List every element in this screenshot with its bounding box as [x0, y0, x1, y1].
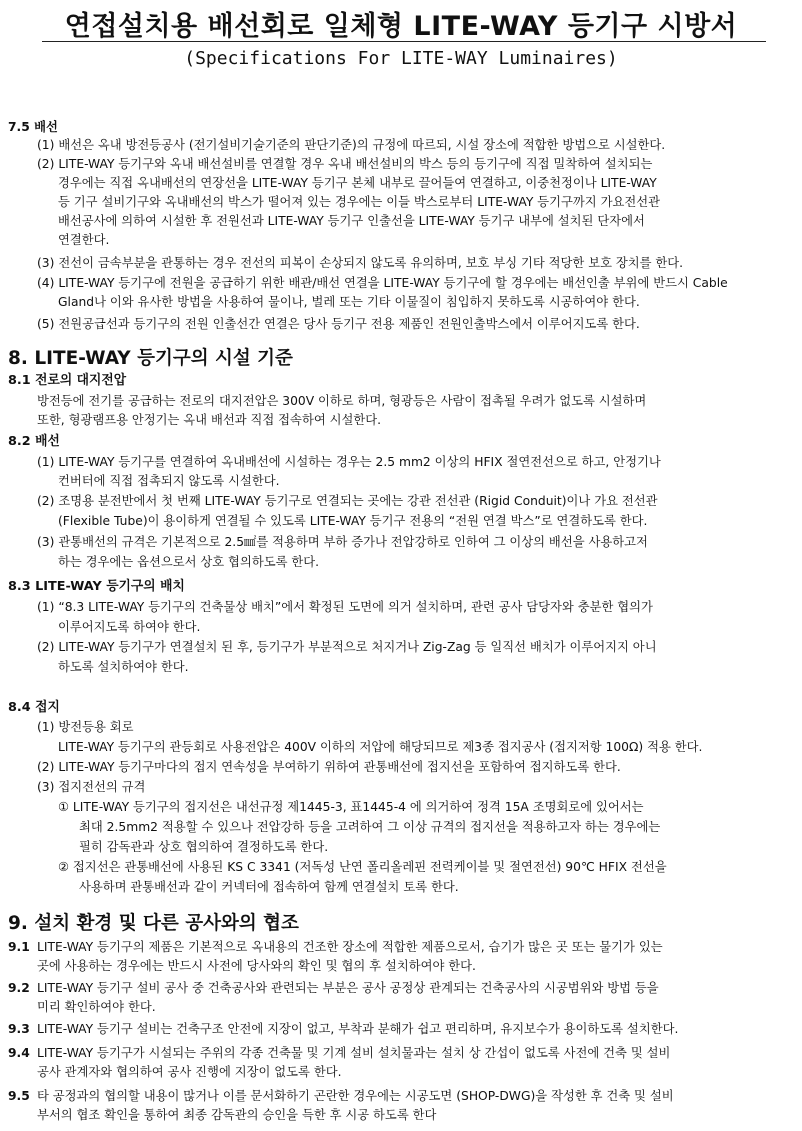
section-8-3-item-2: (2) LITE-WAY 등기구가 연결설치 된 후, 등기구가 부분적으로 처지거나 Zig-Zag 등 일직선 배치가 이루어지지 아니	[37, 640, 657, 654]
section-8-3-item-1: (1) “8.3 LITE-WAY 등기구의 건축물상 배치”에서 확정된 도면에 의거 설치하며, 관련 공사 담당자와 충분한 협의가	[37, 600, 653, 614]
section-9-5-text: 타 공정과의 협의할 내용이 많거나 이를 문서화하기 곤란한 경우에는 시공도면 (SHOP-DWG)을 작성한 후 건축 및 설비	[37, 1089, 674, 1103]
section-8-2-item-1: (1) LITE-WAY 등기구를 연결하여 옥내배선에 시설하는 경우는 2.5 mm2 이상의 HFIX 절연전선으로 하고, 안정기나	[37, 455, 661, 469]
section-8-4-circle-1-line: 최대 2.5mm2 적용할 수 있으나 전압강하 등을 고려하여 그 이상 규격의 접지선을 적용하고자 하는 경우에는	[79, 820, 661, 834]
section-7-5-item-2-line: 배선공사에 의하여 시설한 후 전원선과 LITE-WAY 등기구 인출선을 LITE-WAY 등기구 내부에 설치된 단자에서	[58, 214, 645, 228]
section-9-2-text: LITE-WAY 등기구 설비 공사 중 건축공사와 관련되는 부분은 공사 공정상 관계되는 건축공사의 시공범위와 방법 등을	[37, 981, 659, 995]
section-7-5-item-2-line: 경우에는 직접 옥내배선의 연장선을 LITE-WAY 등기구 본체 내부로 끌어들여 연결하고, 이중천정이나 LITE-WAY	[58, 176, 657, 190]
document-subtitle: (Specifications For LITE-WAY Luminaires)	[184, 48, 618, 69]
section-8-1-text: 또한, 형광램프용 안정기는 옥내 배선과 직접 접속하여 시설한다.	[37, 413, 382, 427]
section-8-4-circle-2: ② 접지선은 관통배선에 사용된 KS C 3341 (저독성 난연 폴리올레핀 전력케이블 및 절연전선) 90℃ HFIX 전선을	[58, 860, 667, 874]
section-8-1-text: 방전등에 전기를 공급하는 전로의 대지전압은 300V 이하로 하며, 형광등은 사람이 접촉될 우려가 없도록 시설하며	[37, 394, 647, 408]
section-8-3-label: 8.3 LITE-WAY 등기구의 배치	[8, 579, 185, 594]
section-9-4-number: 9.4	[8, 1046, 30, 1060]
section-9-1-number: 9.1	[8, 940, 30, 954]
section-7-5-item-2-line: 등 기구 설비기구와 옥내배선의 박스가 떨어져 있는 경우에는 이들 박스로부터 LITE-WAY 등기구까지 가요전선관	[58, 195, 660, 209]
section-8-2-item-3-line: 하는 경우에는 옵션으로서 상호 협의하도록 한다.	[58, 555, 320, 569]
section-8-heading: 8. LITE-WAY 등기구의 시설 기준	[8, 348, 293, 369]
section-8-4-circle-1-line: 필히 감독관과 상호 협의하여 결정하도록 한다.	[79, 840, 329, 854]
section-9-heading: 9. 설치 환경 및 다른 공사와의 협조	[8, 913, 299, 934]
section-8-4-circle-2-line: 사용하며 관통배선과 같이 커넥터에 접속하여 함께 연결설치 토록 한다.	[79, 880, 459, 894]
section-8-2-item-2-line: (Flexible Tube)이 용이하게 연결될 수 있도록 LITE-WAY 등기구 전용의 “전원 연결 박스”로 연결하도록 한다.	[58, 514, 648, 528]
section-9-5-number: 9.5	[8, 1089, 30, 1103]
section-7-5-item-2: (2) LITE-WAY 등기구와 옥내 배선설비를 연결할 경우 옥내 배선설비의 박스 등의 등기구에 직접 밀착하여 설치되는	[37, 157, 653, 171]
section-9-3-number: 9.3	[8, 1022, 30, 1036]
section-8-4-item-1-line: LITE-WAY 등기구의 관등회로 사용전압은 400V 이하의 저압에 해당되므로 제3종 접지공사 (접지저항 100Ω) 적용 한다.	[58, 740, 703, 754]
section-7-5-item-4: (4) LITE-WAY 등기구에 전원을 공급하기 위한 배관/배선 연결을 LITE-WAY 등기구에 할 경우에는 배선인출 부위에 반드시 Cable	[37, 276, 728, 290]
section-7-5-item-1: (1) 배선은 옥내 방전등공사 (전기설비기술기준의 판단기준)의 규정에 따르되, 시설 장소에 적합한 방법으로 시설한다.	[37, 138, 666, 152]
section-7-5-item-2-line: 연결한다.	[58, 233, 110, 247]
section-8-2-item-1-line: 컨버터에 직접 접촉되지 않도록 시설한다.	[58, 474, 280, 488]
section-9-2-text: 미리 확인하여야 한다.	[37, 1000, 156, 1014]
section-9-4-text: 공사 관계자와 협의하여 공사 진행에 지장이 없도록 한다.	[37, 1065, 342, 1079]
section-9-4-text: LITE-WAY 등기구가 시설되는 주위의 각종 건축물 및 기계 설비 설치물과는 설치 상 간섭이 없도록 사전에 건축 및 설비	[37, 1046, 671, 1060]
section-8-4-label: 8.4 접지	[8, 700, 60, 715]
section-8-4-item-2: (2) LITE-WAY 등기구마다의 접지 연속성을 부여하기 위하여 관통배선에 접지선을 포함하여 접지하도록 한다.	[37, 760, 621, 774]
section-8-1-label: 8.1 전로의 대지전압	[8, 373, 127, 388]
section-8-4-circle-1: ① LITE-WAY 등기구의 접지선은 내선규정 제1445-3, 표1445-4 에 의거하여 정격 15A 조명회로에 있어서는	[58, 800, 644, 814]
section-8-4-item-3: (3) 접지전선의 규격	[37, 780, 146, 794]
section-9-3-text: LITE-WAY 등기구 설비는 건축구조 안전에 지장이 없고, 부착과 분해가 쉽고 편리하며, 유지보수가 용이하도록 설치한다.	[37, 1022, 679, 1036]
section-8-2-item-3: (3) 관통배선의 규격은 기본적으로 2.5㎟를 적용하며 부하 증가나 전압강하로 인하여 그 이상의 배선을 사용하고저	[37, 535, 648, 549]
section-7-5-item-5: (5) 전원공급선과 등기구의 전원 인출선간 연결은 당사 등기구 전용 제품인 전원인출박스에서 이루어지도록 한다.	[37, 317, 640, 331]
section-9-1-text: 곳에 사용하는 경우에는 반드시 사전에 당사와의 확인 및 협의 후 설치하여야 한다.	[37, 959, 476, 973]
section-7-5-label: 7.5 배선	[8, 120, 58, 134]
section-8-3-item-2-line: 하도록 설치하여야 한다.	[58, 660, 189, 674]
section-9-1-text: LITE-WAY 등기구의 제품은 기본적으로 옥내용의 건조한 장소에 적합한 제품으로서, 습기가 많은 곳 또는 물기가 있는	[37, 940, 663, 954]
section-8-2-item-2: (2) 조명용 분전반에서 첫 번째 LITE-WAY 등기구로 연결되는 곳에는 강관 전선관 (Rigid Conduit)이나 가요 전선관	[37, 494, 658, 508]
section-8-4-item-1: (1) 방전등용 회로	[37, 720, 134, 734]
title-underline	[42, 41, 766, 42]
section-8-3-item-1-line: 이루어지도록 하여야 한다.	[58, 620, 201, 634]
section-7-5-item-3: (3) 전선이 금속부분을 관통하는 경우 전선의 피복이 손상되지 않도록 유의하며, 보호 부싱 기타 적당한 보호 장치를 한다.	[37, 256, 684, 270]
section-7-5-item-4-line: Gland나 이와 유사한 방법을 사용하여 물이나, 벌레 또는 기타 이물질이 침입하지 못하도록 시공하여야 한다.	[58, 295, 640, 309]
section-8-2-label: 8.2 배선	[8, 434, 60, 449]
section-9-5-text: 부서의 협조 확인을 통하여 최종 감독관의 승인을 득한 후 시공 하도록 한다	[37, 1108, 437, 1122]
document-title: 연접설치용 배선회로 일체형 LITE-WAY 등기구 시방서	[64, 11, 738, 42]
section-9-2-number: 9.2	[8, 981, 30, 995]
